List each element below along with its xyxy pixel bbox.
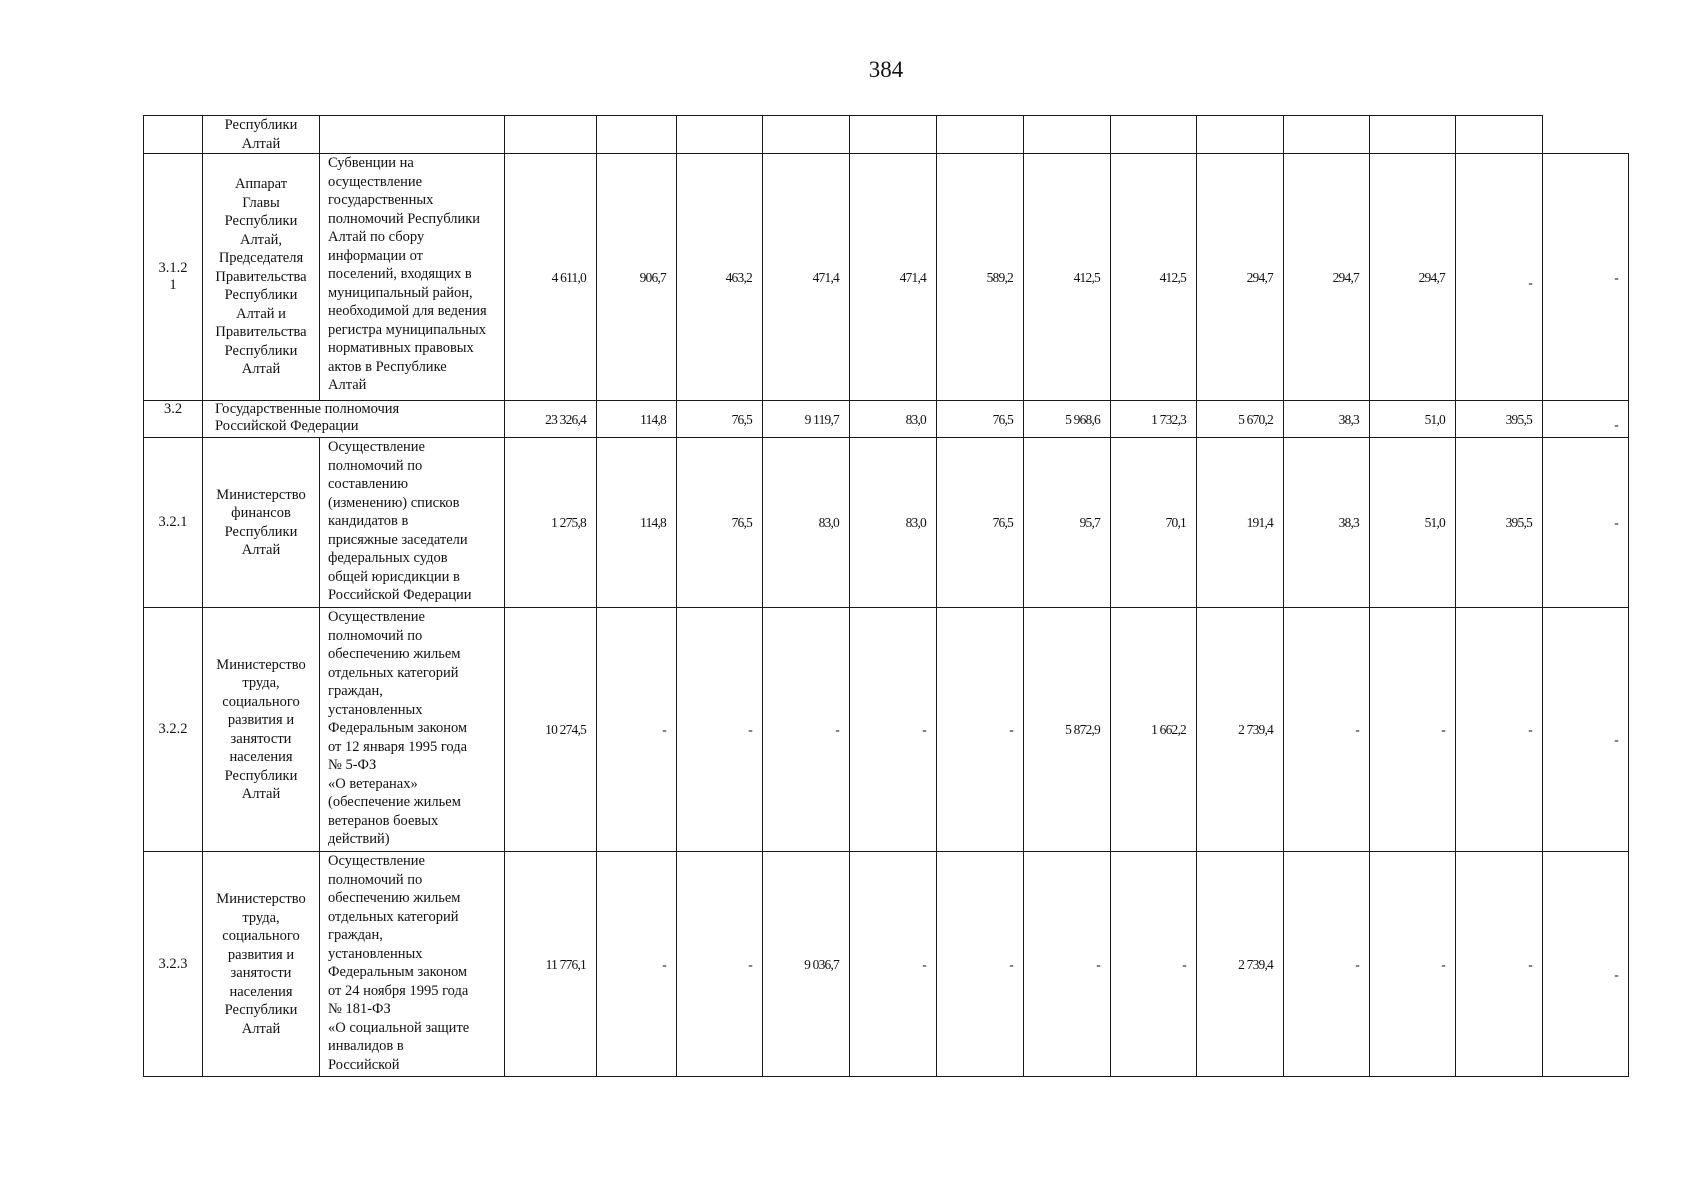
cell-value xyxy=(505,116,597,154)
cell-num: 3.2.2 xyxy=(144,608,203,852)
cell-value: - xyxy=(763,608,850,852)
cell-value: 906,7 xyxy=(597,154,677,401)
section-title: Государственные полномочия Российской Федерации xyxy=(203,401,505,438)
cell-value: - xyxy=(677,608,763,852)
cell-value: 83,0 xyxy=(850,401,937,438)
cell-desc: Осуществление полномочий по обеспечению жильем отдельных категорий граждан, установленных Федеральным законом от 12 января 1995 года № 5-ФЗ «О ветеранах» (обеспечение жильем ветеранов боевых действий) xyxy=(320,608,505,852)
cell-value xyxy=(1024,116,1111,154)
cell-value: 38,3 xyxy=(1284,401,1370,438)
cell-value: 294,7 xyxy=(1370,154,1456,401)
cell-value: - xyxy=(1370,852,1456,1077)
cell-value: 2 739,4 xyxy=(1197,852,1284,1077)
table-row xyxy=(144,608,1629,852)
cell-value: - xyxy=(850,852,937,1077)
cell-value: - xyxy=(1543,852,1629,1077)
cell-value: - xyxy=(597,852,677,1077)
cell-value: 83,0 xyxy=(763,438,850,608)
cell-value: 471,4 xyxy=(850,154,937,401)
cell-value: 76,5 xyxy=(677,401,763,438)
cell-org: Министерство финансов Республики Алтай xyxy=(203,438,320,608)
cell-value: 83,0 xyxy=(850,438,937,608)
cell-value: 11 776,1 xyxy=(505,852,597,1077)
cell-value: 76,5 xyxy=(937,401,1024,438)
cell-org: Аппарат Главы Республики Алтай, Председателя Правительства Республики Алтай и Правительства Республики Алтай xyxy=(203,154,320,401)
cell-value xyxy=(1370,116,1456,154)
cell-value: - xyxy=(850,608,937,852)
cell-value: - xyxy=(1456,154,1543,401)
cell-value: - xyxy=(1284,852,1370,1077)
cell-value: 294,7 xyxy=(1197,154,1284,401)
cell-org: Республики Алтай xyxy=(203,116,320,154)
cell-value xyxy=(1456,116,1543,154)
cell-value: 95,7 xyxy=(1024,438,1111,608)
cell-value: - xyxy=(1284,608,1370,852)
cell-value: 10 274,5 xyxy=(505,608,597,852)
cell-value: 294,7 xyxy=(1284,154,1370,401)
cell-org: Министерство труда, социального развития и занятости населения Республики Алтай xyxy=(203,608,320,852)
cell-value: 23 326,4 xyxy=(505,401,597,438)
page-number: 384 xyxy=(868,57,904,82)
cell-value: 5 872,9 xyxy=(1024,608,1111,852)
cell-num: 3.2 xyxy=(144,401,203,438)
cell-num: 3.2.1 xyxy=(144,438,203,608)
cell-value xyxy=(763,116,850,154)
table-row xyxy=(144,116,1629,154)
cell-value: 5 670,2 xyxy=(1197,401,1284,438)
cell-value xyxy=(677,116,763,154)
cell-value: 70,1 xyxy=(1111,438,1197,608)
cell-value: 412,5 xyxy=(1111,154,1197,401)
cell-value: - xyxy=(1111,852,1197,1077)
cell-value xyxy=(1284,116,1370,154)
table-row xyxy=(144,154,1629,401)
cell-value: - xyxy=(1024,852,1111,1077)
cell-value: 463,2 xyxy=(677,154,763,401)
cell-num: 3.1.2 1 xyxy=(144,154,203,401)
cell-value: - xyxy=(1543,154,1629,401)
cell-value: 395,5 xyxy=(1456,438,1543,608)
cell-value: - xyxy=(1370,608,1456,852)
table-row xyxy=(144,438,1629,608)
cell-value: 76,5 xyxy=(677,438,763,608)
cell-value: 114,8 xyxy=(597,401,677,438)
cell-desc: Осуществление полномочий по обеспечению жильем отдельных категорий граждан, установленных Федеральным законом от 24 ноября 1995 года № 181-ФЗ «О социальной защите инвалидов в Российской xyxy=(320,852,505,1077)
cell-value: 51,0 xyxy=(1370,401,1456,438)
cell-value: 9 036,7 xyxy=(763,852,850,1077)
table-row xyxy=(144,401,1629,438)
cell-value: 1 662,2 xyxy=(1111,608,1197,852)
cell-value: 114,8 xyxy=(597,438,677,608)
cell-num xyxy=(144,116,203,154)
cell-desc xyxy=(320,116,505,154)
cell-num: 3.2.3 xyxy=(144,852,203,1077)
cell-value xyxy=(597,116,677,154)
cell-value xyxy=(1111,116,1197,154)
cell-value: - xyxy=(1456,608,1543,852)
cell-value: 4 611,0 xyxy=(505,154,597,401)
cell-value xyxy=(1197,116,1284,154)
cell-value: - xyxy=(1543,608,1629,852)
cell-desc: Субвенции на осуществление государственных полномочий Республики Алтай по сбору информации от поселений, входящих в муниципальный район, необходимой для ведения регистра муниципальных нормативных правовых актов в Республике Алтай xyxy=(320,154,505,401)
cell-value: 471,4 xyxy=(763,154,850,401)
cell-value: - xyxy=(1456,852,1543,1077)
cell-desc: Осуществление полномочий по составлению (изменению) списков кандидатов в присяжные заседатели федеральных судов общей юрисдикции в Российской Федерации xyxy=(320,438,505,608)
cell-value xyxy=(850,116,937,154)
cell-value: - xyxy=(1543,401,1629,438)
cell-value: 191,4 xyxy=(1197,438,1284,608)
budget-table xyxy=(143,115,1629,1077)
cell-value: 38,3 xyxy=(1284,438,1370,608)
cell-value: 51,0 xyxy=(1370,438,1456,608)
cell-value: 589,2 xyxy=(937,154,1024,401)
cell-value: 1 275,8 xyxy=(505,438,597,608)
cell-value: 9 119,7 xyxy=(763,401,850,438)
cell-value: 412,5 xyxy=(1024,154,1111,401)
cell-value: - xyxy=(937,608,1024,852)
cell-org: Министерство труда, социального развития и занятости населения Республики Алтай xyxy=(203,852,320,1077)
cell-value: 2 739,4 xyxy=(1197,608,1284,852)
cell-value: - xyxy=(937,852,1024,1077)
cell-value: - xyxy=(1543,438,1629,608)
cell-value: 1 732,3 xyxy=(1111,401,1197,438)
cell-value: 76,5 xyxy=(937,438,1024,608)
cell-value xyxy=(937,116,1024,154)
cell-value: - xyxy=(597,608,677,852)
cell-value: 395,5 xyxy=(1456,401,1543,438)
cell-value: - xyxy=(677,852,763,1077)
cell-value: 5 968,6 xyxy=(1024,401,1111,438)
table-row xyxy=(144,852,1629,1077)
